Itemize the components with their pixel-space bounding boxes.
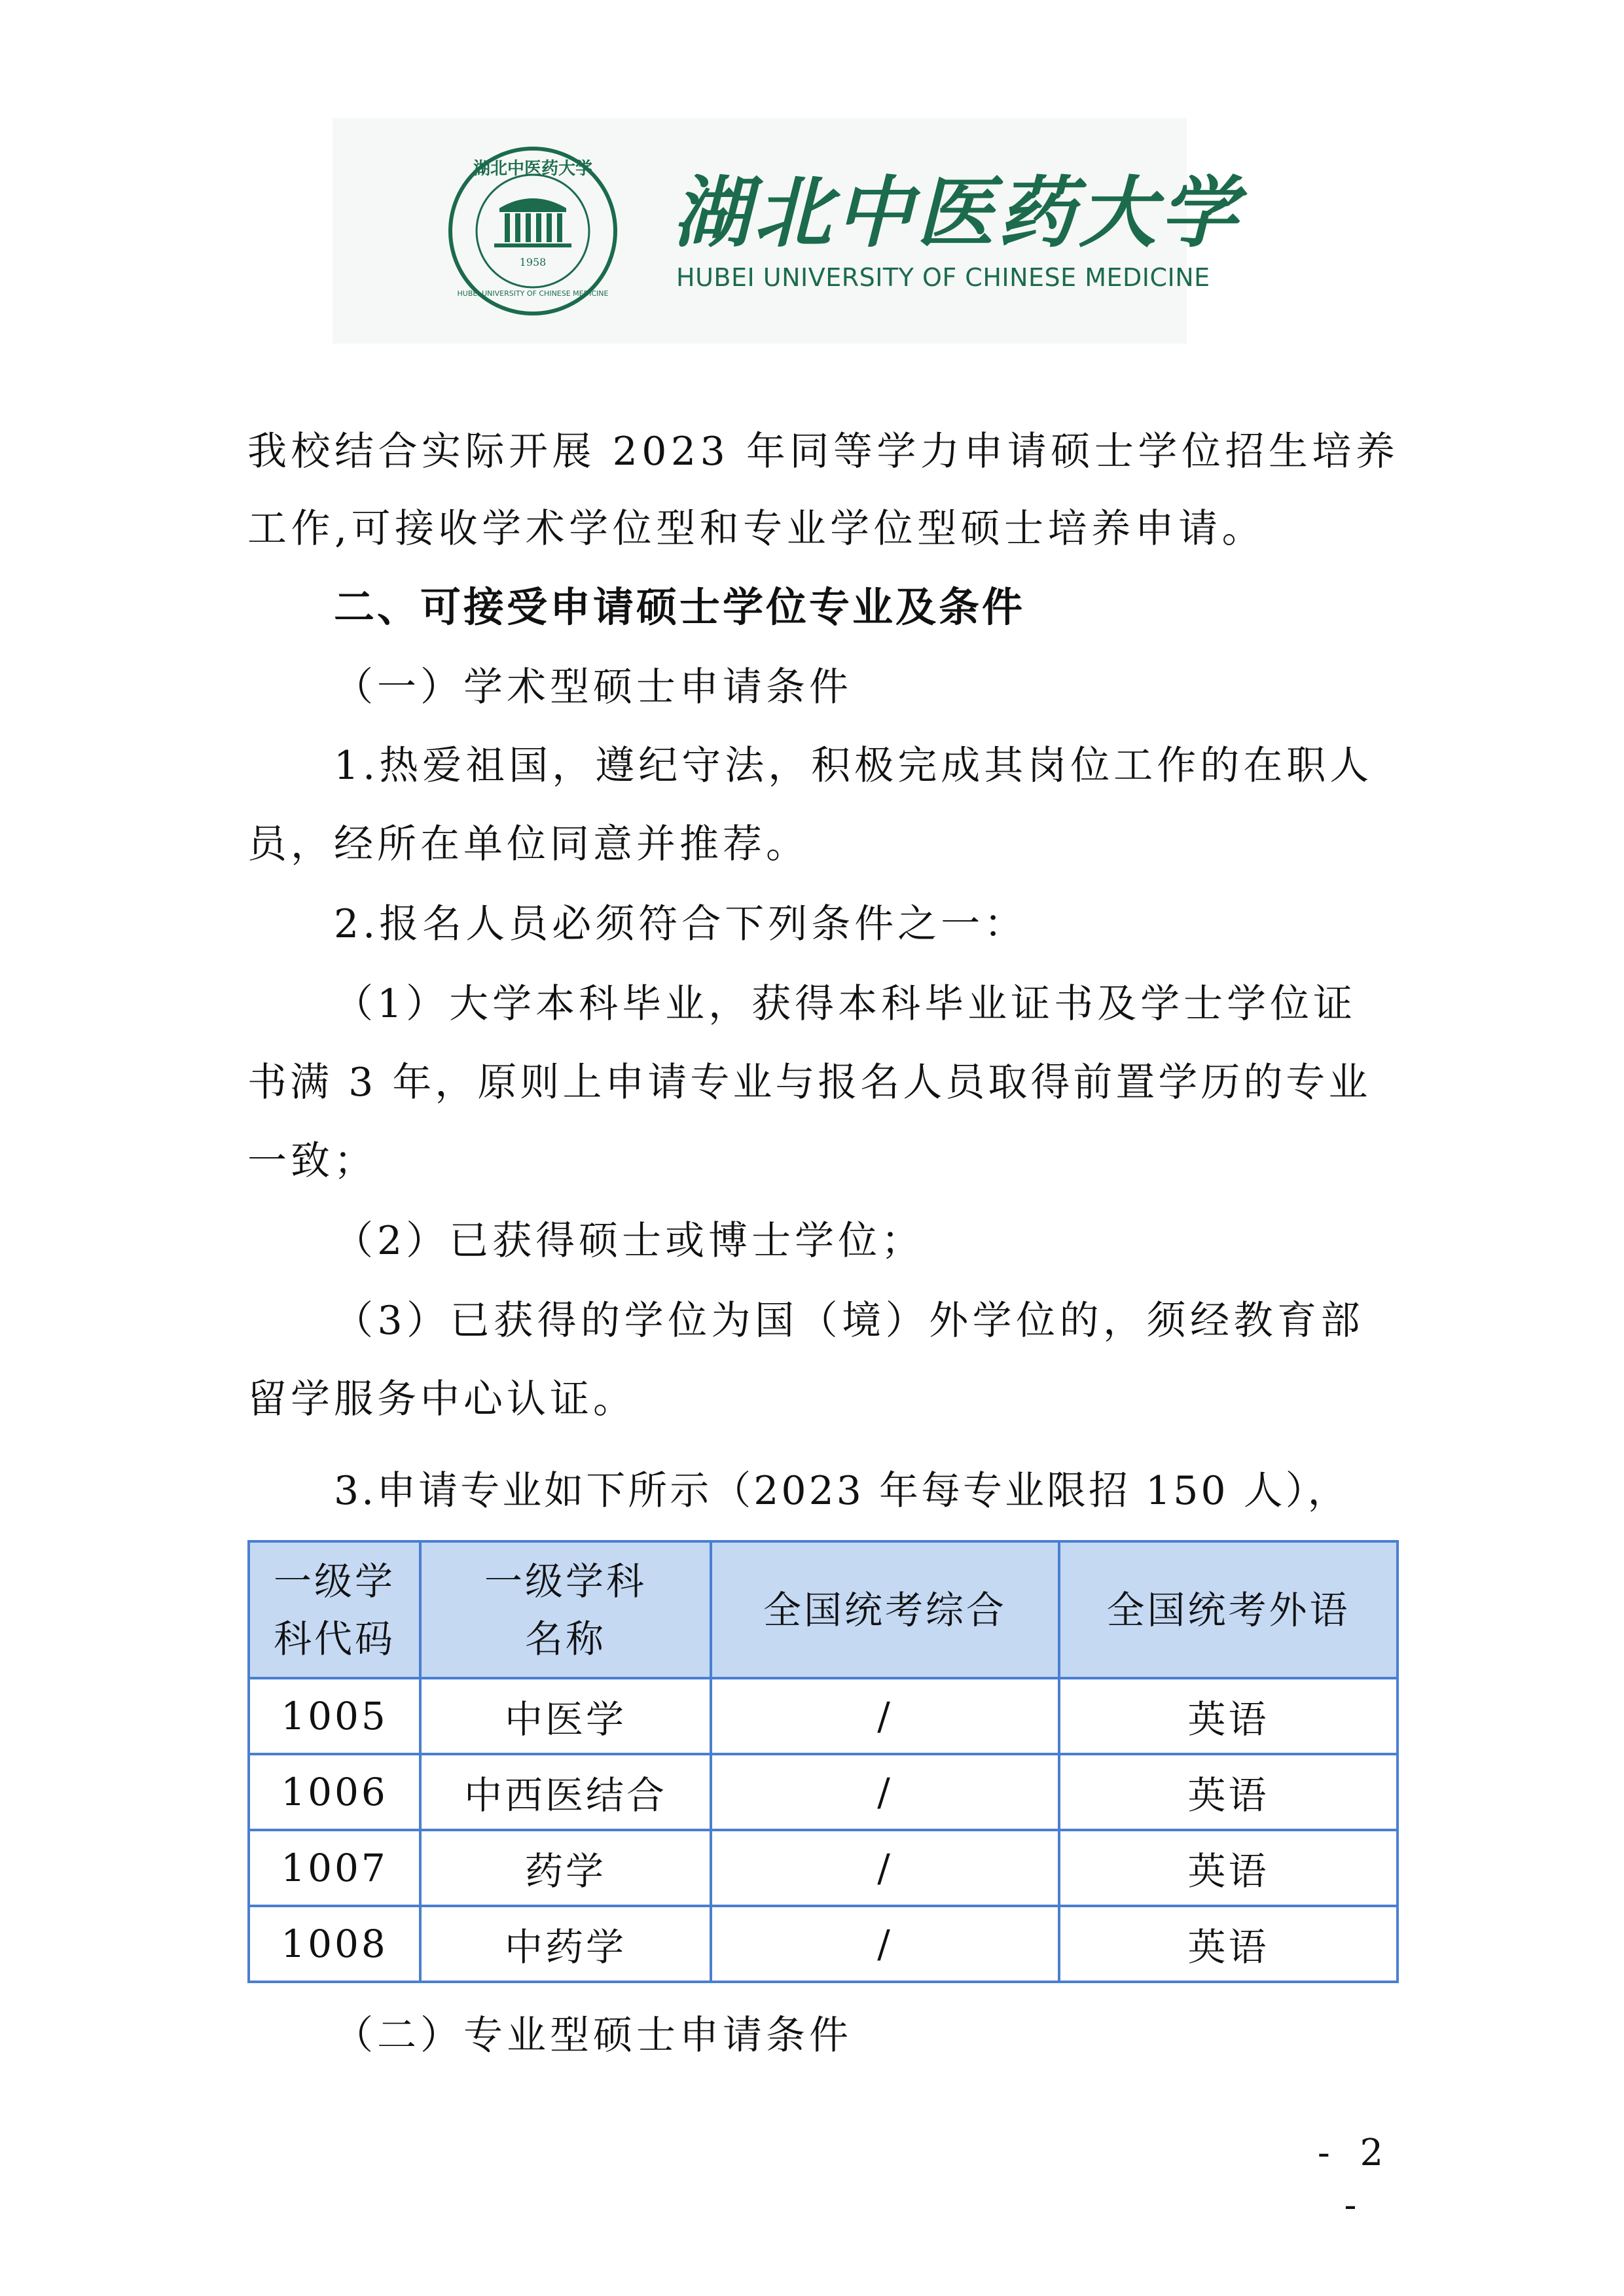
svg-text:HUBEI UNIVERSITY OF CHINESE ME: HUBEI UNIVERSITY OF CHINESE MEDICINE xyxy=(457,289,609,298)
item-2-3-line-2: 留学服务中心认证。 xyxy=(247,1376,636,1422)
header-line: 一级学科 xyxy=(484,1558,647,1604)
subsection-heading-2: （二）专业型硕士申请条件 xyxy=(334,2013,852,2058)
header-line: 一级学 xyxy=(273,1558,395,1604)
header-discipline-name xyxy=(420,1541,711,1678)
table-header-row xyxy=(249,1541,1398,1678)
table-row xyxy=(249,1830,1398,1906)
cell-exam: / xyxy=(711,1830,1059,1906)
table-row xyxy=(249,1678,1398,1754)
cell-language: 英语 xyxy=(1059,1830,1398,1906)
header-national-exam-language xyxy=(1059,1541,1398,1678)
university-name-cn: 湖北中医药大学 xyxy=(673,168,1242,258)
svg-text:1958: 1958 xyxy=(519,256,547,268)
table-row xyxy=(249,1906,1398,1982)
majors-table xyxy=(247,1540,1399,1983)
svg-text:湖北中医药大学: 湖北中医药大学 xyxy=(473,159,593,179)
item-3: 3.申请专业如下所示（2023 年每专业限招 150 人）， xyxy=(334,1468,1350,1514)
item-2-3-line-1: （3）已获得的学位为国（境）外学位的，须经教育部 xyxy=(334,1298,1365,1344)
subsection-heading-1: （一）学术型硕士申请条件 xyxy=(334,664,852,710)
header-line: 全国统考外语 xyxy=(1106,1587,1350,1632)
cell-language: 英语 xyxy=(1059,1754,1398,1830)
header-national-exam-general xyxy=(711,1541,1059,1678)
page-number: - 2 - xyxy=(1317,2132,1393,2227)
item-2-2: （2）已获得硕士或博士学位； xyxy=(334,1218,925,1264)
item-2-1-line-2: 书满 3 年，原则上申请专业与报名人员取得前置学历的专业 xyxy=(247,1060,1371,1105)
item-2-1-line-1: （1）大学本科毕业，获得本科毕业证书及学士学位证 xyxy=(334,981,1357,1027)
university-seal-logo xyxy=(447,145,619,317)
item-1-line-2: 员，经所在单位同意并推荐。 xyxy=(247,821,809,867)
cell-code: 1007 xyxy=(249,1830,420,1906)
cell-exam: / xyxy=(711,1906,1059,1982)
table-row xyxy=(249,1754,1398,1830)
cell-code: 1008 xyxy=(249,1906,420,1982)
cell-exam: / xyxy=(711,1754,1059,1830)
header-line: 全国统考综合 xyxy=(763,1587,1007,1632)
cell-code: 1005 xyxy=(249,1678,420,1754)
intro-line-2: 工作,可接收学术学位型和专业学位型硕士培养申请。 xyxy=(247,506,1266,552)
header-line: 科代码 xyxy=(273,1616,395,1661)
item-2-1-line-3: 一致； xyxy=(247,1138,377,1184)
cell-name: 中药学 xyxy=(420,1906,711,1982)
university-name-en: HUBEI UNIVERSITY OF CHINESE MEDICINE xyxy=(676,263,1210,292)
item-2: 2.报名人员必须符合下列条件之一： xyxy=(334,901,1028,947)
cell-name: 中医学 xyxy=(420,1678,711,1754)
header-discipline-code xyxy=(249,1541,420,1678)
cell-code: 1006 xyxy=(249,1754,420,1830)
header-line: 名称 xyxy=(524,1616,606,1661)
intro-line-1: 我校结合实际开展 2023 年同等学力申请硕士学位招生培养 xyxy=(247,429,1399,475)
cell-name: 药学 xyxy=(420,1830,711,1906)
cell-language: 英语 xyxy=(1059,1906,1398,1982)
cell-language: 英语 xyxy=(1059,1678,1398,1754)
section-heading-2: 二、可接受申请硕士学位专业及条件 xyxy=(334,583,1026,631)
cell-name: 中西医结合 xyxy=(420,1754,711,1830)
cell-exam: / xyxy=(711,1678,1059,1754)
item-1-line-1: 1.热爱祖国，遵纪守法，积极完成其岗位工作的在职人 xyxy=(334,743,1373,789)
